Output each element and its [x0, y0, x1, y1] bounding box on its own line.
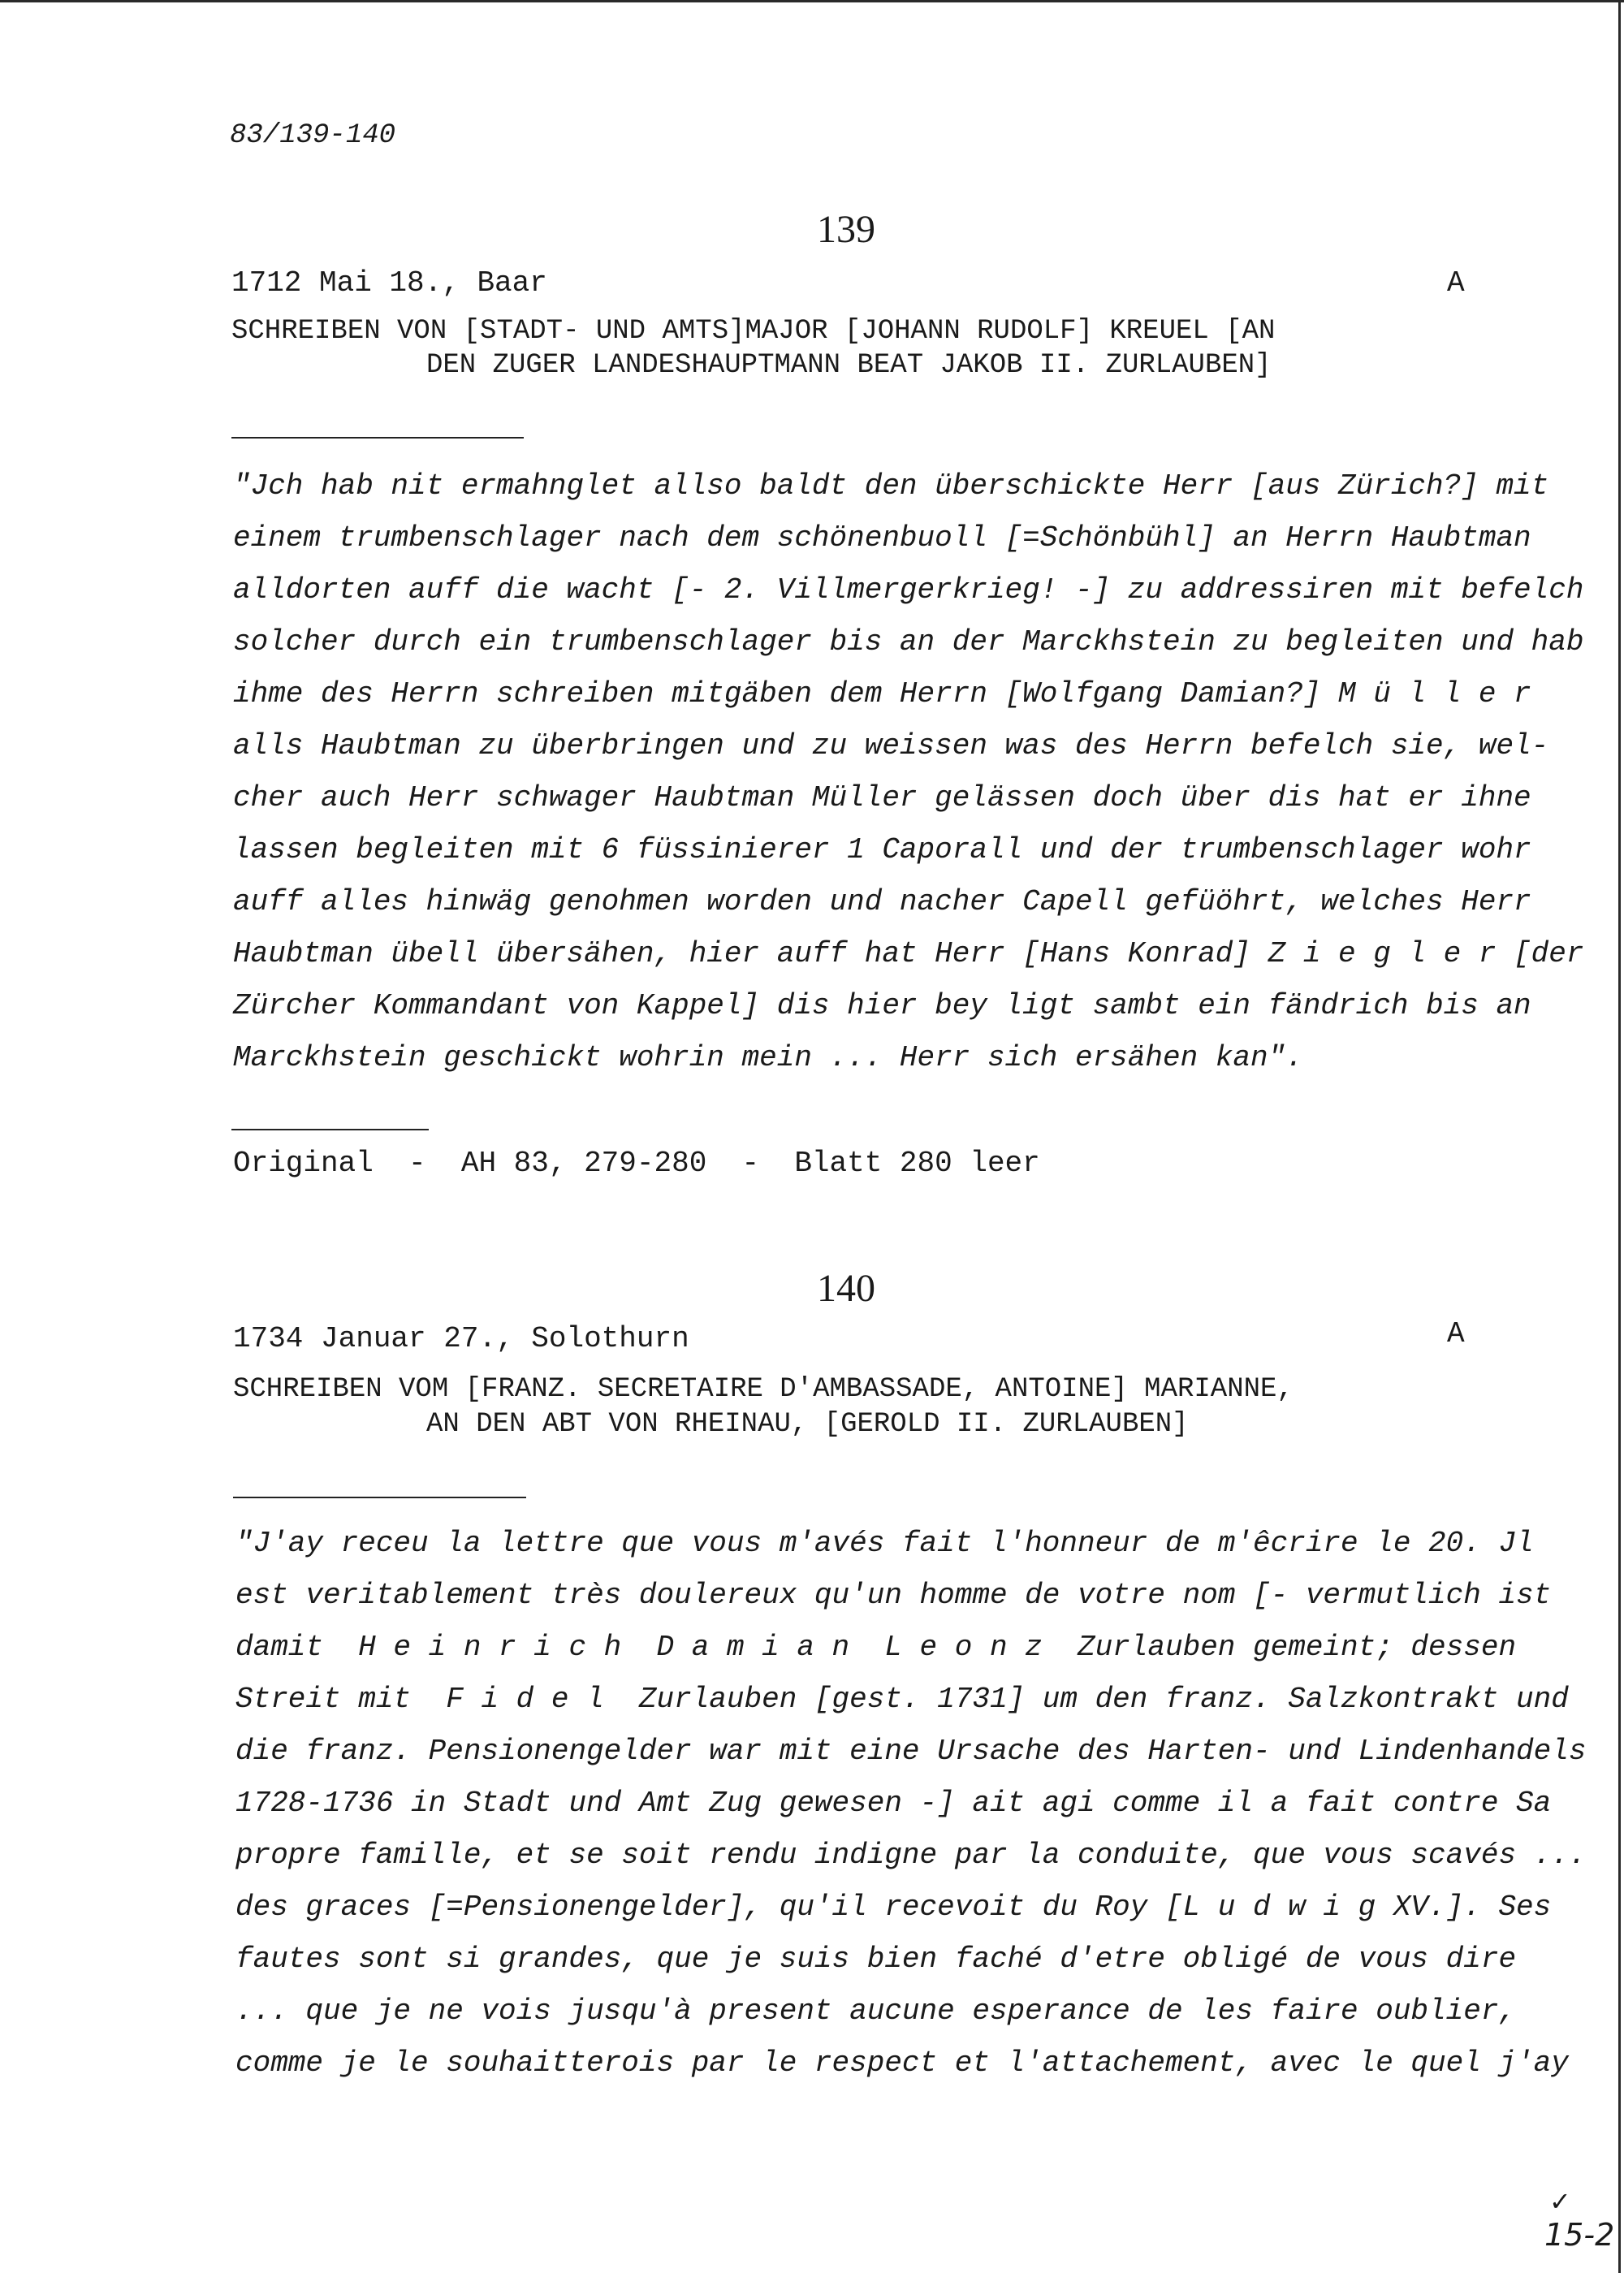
- archive-reference: 83/139-140: [230, 120, 396, 151]
- text-line: "Jch hab nit ermahnglet allso baldt den überschickte Herr [aus Zürich?] mit: [233, 469, 1549, 503]
- text-line: die franz. Pensionengelder war mit eine Ursache des Harten- und Lindenhandels: [235, 1735, 1587, 1768]
- text-line: "J'ay receu la lettre que vous m'avés fait l'honneur de m'êcrire le 20. Jl: [235, 1527, 1534, 1560]
- document-number: 140: [817, 1267, 875, 1310]
- text-line: est veritablement très doulereux qu'un homme de votre nom [- vermutlich ist: [235, 1579, 1552, 1612]
- text-line: damit H e i n r i c h D a m i a n L e o n z Zurlauben gemeint; dessen: [235, 1631, 1517, 1664]
- date-place: 1712 Mai 18., Baar: [231, 266, 547, 300]
- document-title-line: DEN ZUGER LANDESHAUPTMANN BEAT JAKOB II. ZURLAUBEN]: [426, 350, 1272, 381]
- text-line: ... que je ne vois jusqu'à present aucune esperance de les faire oublier,: [235, 1994, 1517, 2028]
- text-line: ihme des Herrn schreiben mitgäben dem Herrn [Wolfgang Damian?] M ü l l e r: [233, 677, 1531, 711]
- text-line: alls Haubtman zu überbringen und zu weissen was des Herrn befelch sie, wel-: [233, 729, 1549, 763]
- text-line: auff alles hinwäg genohmen worden und nacher Capell gefüöhrt, welches Herr: [233, 885, 1531, 918]
- handwritten-annotation: 15-2: [1544, 2217, 1615, 2253]
- divider-rule: [231, 1129, 429, 1130]
- document-title-line: SCHREIBEN VOM [FRANZ. SECRETAIRE D'AMBASSADE, ANTOINE] MARIANNE,: [233, 1374, 1294, 1405]
- page-edge-right: [1618, 0, 1621, 2273]
- text-line: fautes sont si grandes, que je suis bien faché d'etre obligé de vous dire: [235, 1942, 1517, 1976]
- text-line: lassen begleiten mit 6 füssinierer 1 Caporall und der trumbenschlager wohr: [233, 833, 1531, 866]
- document-title-line: SCHREIBEN VON [STADT- UND AMTS]MAJOR [JOHANN RUDOLF] KREUEL [AN: [231, 316, 1276, 347]
- text-line: Zürcher Kommandant von Kappel] dis hier bey ligt sambt ein fändrich bis an: [233, 989, 1531, 1022]
- text-line: solcher durch ein trumbenschlager bis an der Marckhstein zu begleiten und hab: [233, 625, 1584, 659]
- document-number: 139: [817, 208, 875, 251]
- check-mark: ✓: [1549, 2186, 1571, 2217]
- document-letter: A: [1447, 1317, 1465, 1350]
- document-letter: A: [1447, 266, 1465, 300]
- text-line: Streit mit F i d e l Zurlauben [gest. 1731] um den franz. Salzkontrakt und: [235, 1683, 1569, 1716]
- text-line: propre famille, et se soit rendu indigne par la conduite, que vous scavés ...: [235, 1839, 1587, 1872]
- page-edge-top: [0, 0, 1624, 2]
- divider-rule: [231, 437, 524, 439]
- source-note: Original - AH 83, 279-280 - Blatt 280 leer: [233, 1147, 1040, 1180]
- text-line: Marckhstein geschickt wohrin mein ... Herr sich ersähen kan".: [233, 1041, 1303, 1074]
- document-title-line: AN DEN ABT VON RHEINAU, [GEROLD II. ZURLAUBEN]: [426, 1409, 1189, 1440]
- text-line: alldorten auff die wacht [- 2. Villmergerkrieg! -] zu addressiren mit befelch: [233, 573, 1584, 607]
- text-line: cher auch Herr schwager Haubtman Müller gelässen doch über dis hat er ihne: [233, 781, 1531, 815]
- text-line: comme je le souhaitterois par le respect et l'attachement, avec le quel j'ay: [235, 2046, 1569, 2080]
- divider-rule: [233, 1497, 526, 1498]
- text-line: einem trumbenschlager nach dem schönenbuoll [=Schönbühl] an Herrn Haubtman: [233, 521, 1531, 555]
- text-line: 1728-1736 in Stadt und Amt Zug gewesen -] ait agi comme il a fait contre Sa: [235, 1787, 1552, 1820]
- text-line: Haubtman übell übersähen, hier auff hat Herr [Hans Konrad] Z i e g l e r [der: [233, 937, 1584, 970]
- date-place: 1734 Januar 27., Solothurn: [233, 1322, 689, 1355]
- text-line: des graces [=Pensionengelder], qu'il recevoit du Roy [L u d w i g XV.]. Ses: [235, 1891, 1552, 1924]
